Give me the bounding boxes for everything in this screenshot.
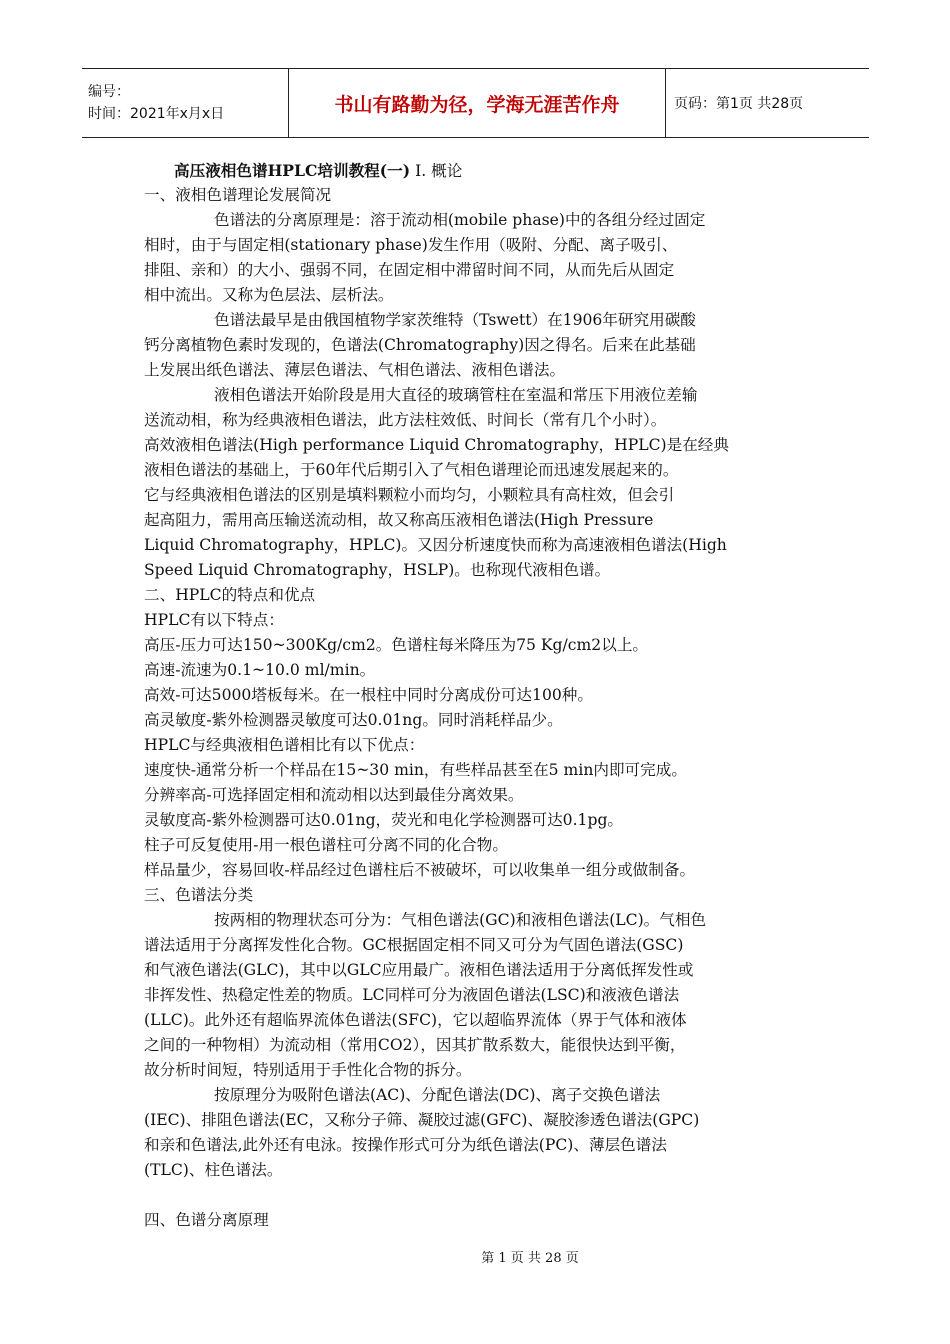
paragraph-line: (IEC)、排阻色谱法(EC，又称分子筛、凝胶过滤(GFC)、凝胶渗透色谱法(GPC)	[144, 1111, 700, 1129]
paragraph-line: 相时，由于与固定相(stationary phase)发生作用（吸附、分配、离子吸引、	[144, 236, 678, 254]
paragraph-line: Speed Liquid Chromatography，HSLP)。也称现代液相色谱。	[144, 561, 611, 579]
title-tail: I. 概论	[410, 162, 463, 180]
paragraph-line: 和气液色谱法(GLC)，其中以GLC应用最广。液相色谱法适用于分离低挥发性或	[144, 961, 694, 979]
list-item: 柱子可反复使用-用一根色谱柱可分离不同的化合物。	[144, 836, 508, 854]
list-item: 分辨率高-可选择固定相和流动相以达到最佳分离效果。	[144, 786, 524, 804]
paragraph-line: 液相色谱法的基础上，于60年代后期引入了气相色谱理论而迅速发展起来的。	[144, 461, 679, 479]
paragraph-line: 相中流出。又称为色层法、层析法。	[144, 286, 394, 304]
list-item: 高效-可达5000塔板每米。在一根柱中同时分离成份可达100种。	[144, 686, 593, 704]
list-item: 高压-压力可达150~300Kg/cm2。色谱柱每米降压为75 Kg/cm2以上。	[144, 636, 649, 654]
paragraph-line: Liquid Chromatography，HPLC)。又因分析速度快而称为高速液相色谱法(High	[144, 536, 727, 554]
paragraph-line: (TLC)、柱色谱法。	[144, 1161, 283, 1179]
section-heading: 一、液相色谱理论发展简况	[144, 186, 332, 204]
paragraph-line: 钙分离植物色素时发现的，色谱法(Chromatography)因之得名。后来在此基础	[144, 336, 696, 354]
paragraph-line: 按两相的物理状态可分为：气相色谱法(GC)和液相色谱法(LC)。气相色	[214, 911, 707, 929]
page-header	[82, 68, 869, 138]
header-code-label: 编号：	[88, 84, 130, 100]
paragraph-line: 上发展出纸色谱法、薄层色谱法、气相色谱法、液相色谱法。	[144, 361, 566, 379]
paragraph-line: 高效液相色谱法(High performance Liquid Chromatography，HPLC)是在经典	[144, 436, 729, 454]
section-heading: 四、色谱分离原理	[144, 1211, 269, 1229]
document-title	[144, 158, 814, 183]
list-item: 样品量少，容易回收-样品经过色谱柱后不被破坏，可以收集单一组分或做制备。	[144, 861, 696, 879]
list-item: 高灵敏度-紫外检测器灵敏度可达0.01ng。同时消耗样品少。	[144, 711, 563, 729]
document-body	[144, 158, 814, 1233]
paragraph-line: HPLC有以下特点：	[144, 611, 284, 629]
list-item: 速度快-通常分析一个样品在15~30 min，有些样品甚至在5 min内即可完成。	[144, 761, 687, 779]
header-page-cell	[666, 69, 869, 137]
paragraph-line: 送流动相，称为经典液相色谱法，此方法柱效低、时间长（常有几个小时）。	[144, 411, 667, 429]
paragraph-line: HPLC与经典液相色谱相比有以下优点：	[144, 736, 425, 754]
list-item: 高速-流速为0.1~10.0 ml/min。	[144, 661, 376, 679]
paragraph-line: 起高阻力，需用高压输送流动相，故又称高压液相色谱法(High Pressure	[144, 511, 654, 529]
page-footer: 第 1 页 共 28 页	[481, 1251, 579, 1266]
header-meta	[82, 69, 288, 137]
paragraph-line: 谱法适用于分离挥发性化合物。GC根据固定相不同又可分为气固色谱法(GSC)	[144, 936, 684, 954]
section-heading: 三、色谱法分类	[144, 886, 254, 904]
paragraph-line: 色谱法最早是由俄国植物学家茨维特（Tswett）在1906年研究用碳酸	[214, 311, 696, 329]
paragraph-line: 排阻、亲和）的大小、强弱不同，在固定相中滞留时间不同，从而先后从固定	[144, 261, 675, 279]
paragraph-line: 之间的一种物相）为流动相（常用CO2），因其扩散系数大，能很快达到平衡，	[144, 1036, 686, 1054]
paragraph-line: 液相色谱法开始阶段是用大直径的玻璃管柱在室温和常压下用液位差输	[214, 386, 698, 404]
header-page-label: 页码：第1页 共28页	[674, 96, 804, 112]
paragraph-line: (LLC)。此外还有超临界流体色谱法(SFC)，它以超临界流体（界于气体和液体	[144, 1011, 687, 1029]
section-heading: 二、HPLC的特点和优点	[144, 586, 316, 604]
title-bold: 高压液相色谱HPLC培训教程(一)	[174, 161, 411, 180]
list-item: 灵敏度高-紫外检测器可达0.01ng，荧光和电化学检测器可达0.1pg。	[144, 811, 624, 829]
header-time-label: 时间：2021年x月x日	[88, 106, 225, 122]
paragraph-line: 它与经典液相色谱法的区别是填料颗粒小而均匀，小颗粒具有高柱效，但会引	[144, 486, 675, 504]
paragraph-line: 和亲和色谱法,此外还有电泳。按操作形式可分为纸色谱法(PC)、薄层色谱法	[144, 1136, 667, 1154]
paragraph-line: 按原理分为吸附色谱法(AC)、分配色谱法(DC)、离子交换色谱法	[214, 1086, 661, 1104]
paragraph-line: 非挥发性、热稳定性差的物质。LC同样可分为液固色谱法(LSC)和液液色谱法	[144, 986, 680, 1004]
paragraph-line: 故分析时间短，特别适用于手性化合物的拆分。	[144, 1061, 472, 1079]
paragraph-line: 色谱法的分离原理是：溶于流动相(mobile phase)中的各组分经过固定	[214, 211, 706, 229]
header-motto-cell	[288, 69, 666, 137]
header-motto: 书山有路勤为径，学海无涯苦作舟	[334, 93, 620, 116]
blank-line	[144, 1183, 814, 1208]
